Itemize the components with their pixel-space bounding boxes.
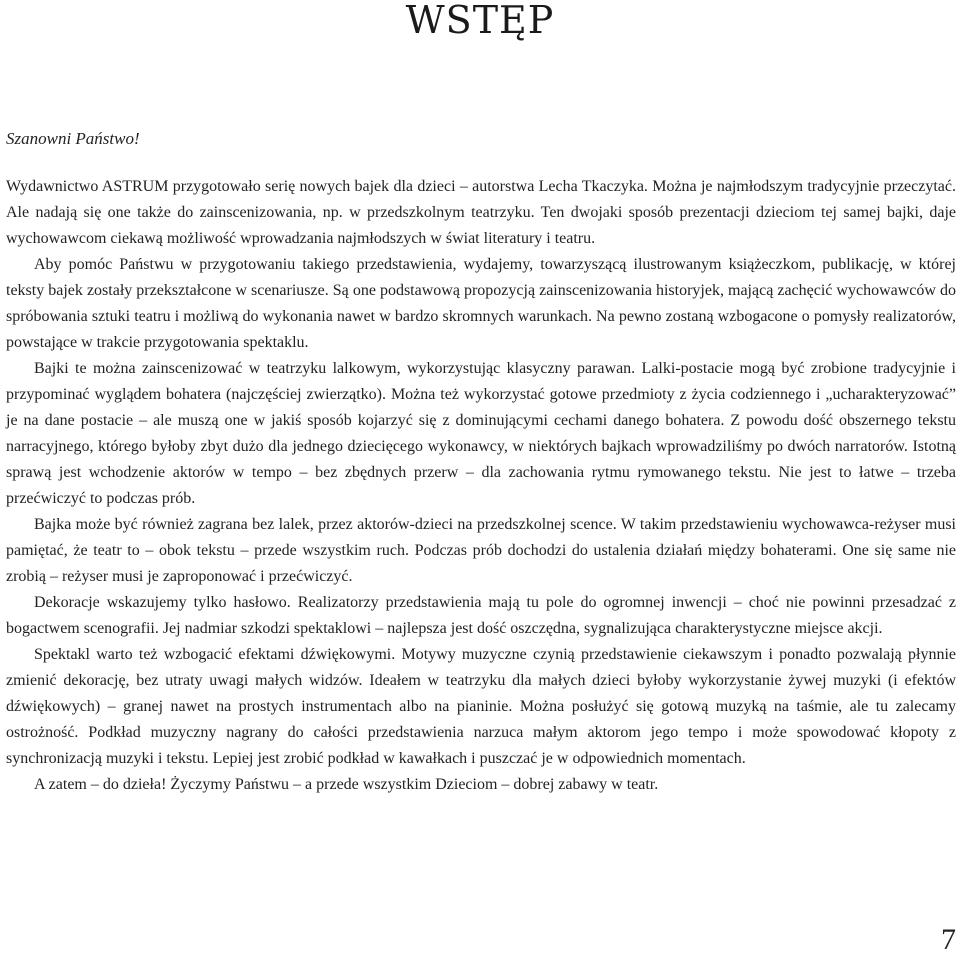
paragraph-puppet-theatre: Bajki te można zainscenizować w teatrzyku lalkowym, wykorzystując klasyczny parawan. Lalki-postacie mogą być zrobione tradycyjnie i przypominać wyglądem bohatera (najczęściej zwierzątko). Można też wykorzystać gotowe przedmioty z życia codziennego i „ucharakteryzować” je na dane postacie – ale muszą one w jakiś sposób kojarzyć się z dominującymi cechami danego bohatera. Z powodu dość obszernego tekstu narracyjnego, którego byłoby zbyt dużo dla jednego dziecięcego wykonawcy, w niektórych bajkach wprowadziliśmy po dwóch narratorów. Istotną sprawą jest wchodzenie aktorów w tempo – bez zbędnych przerw – dla zachowania rytmu rymowanego tekstu. Nie jest to łatwe – trzeba przećwiczyć to podczas prób. [6, 360, 956, 507]
paragraph-preparation: Aby pomóc Państwu w przygotowaniu takiego przedstawienia, wydajemy, towarzyszącą ilustrowanym książeczkom, publikację, w której teksty bajek zostały przekształcone w scenariusze. Są one podstawową propozycją zainscenizowania historyjek, mającą zachęcić wychowawców do spróbowania sztuki teatru i możliwą do wykonania nawet w bardzo skromnych warunkach. Na pewno zostaną wzbogacone o pomysły realizatorów, powstające w trakcie przygotowania spektaklu. [6, 256, 956, 351]
salutation: Szanowni Państwo! [6, 129, 140, 148]
paragraph-intro: Wydawnictwo ASTRUM przygotowało serię nowych bajek dla dzieci – autorstwa Lecha Tkaczyka. Można je najmłodszym tradycyjnie przeczytać. Ale nadają się one także do zainscenizowania, np. w przedszkolnym teatrzyku. Ten dwojaki sposób prezentacji dzieciom tej samej bajki, daje wychowawcom ciekawą możliwość wprowadzania najmłodszych w świat literatury i teatru. [6, 178, 956, 247]
paragraph-actors: Bajka może być również zagrana bez lalek, przez aktorów-dzieci na przedszkolnej scence. W takim przedstawieniu wychowawca-reżyser musi pamiętać, że teatr to – obok tekstu – przede wszystkim ruch. Podczas prób dochodzi do ustalenia działań między bohaterami. One się same nie zrobią – reżyser musi je zaproponować i przećwiczyć. [6, 516, 956, 585]
body-text [6, 174, 956, 798]
paragraph-sound-effects: Spektakl warto też wzbogacić efektami dźwiękowymi. Motywy muzyczne czynią przedstawienie ciekawszym i ponadto pozwalają płynnie zmienić dekorację, bez utraty uwagi małych widzów. Ideałem w teatrzyku dla małych dzieci byłoby wykorzystanie żywej muzyki (i efektów dźwiękowych) – granej nawet na prostych instrumentach albo na pianinie. Można posłużyć się gotową muzyką na taśmie, ale tu zalecamy ostrożność. Podkład muzyczny nagrany do całości przedstawienia narzuca małym aktorom jego tempo i może spowodować kłopoty z synchronizacją muzyki i tekstu. Lepiej jest zrobić podkład w kawałkach i puszczać je w odpowiednich momentach. [6, 646, 956, 767]
page-number: 7 [941, 923, 956, 956]
page-title: WSTĘP [405, 0, 555, 42]
paragraph-decorations: Dekoracje wskazujemy tylko hasłowo. Realizatorzy przedstawienia mają tu pole do ogromnej inwencji – choć nie powinni przesadzać z bogactwem scenografii. Jej nadmiar szkodzi spektaklowi – najlepsza jest dość oszczędna, sygnalizująca charakterystyczne miejsce akcji. [6, 594, 956, 637]
paragraph-closing: A zatem – do dzieła! Życzymy Państwu – a przede wszystkim Dzieciom – dobrej zabawy w teatr. [34, 776, 659, 793]
